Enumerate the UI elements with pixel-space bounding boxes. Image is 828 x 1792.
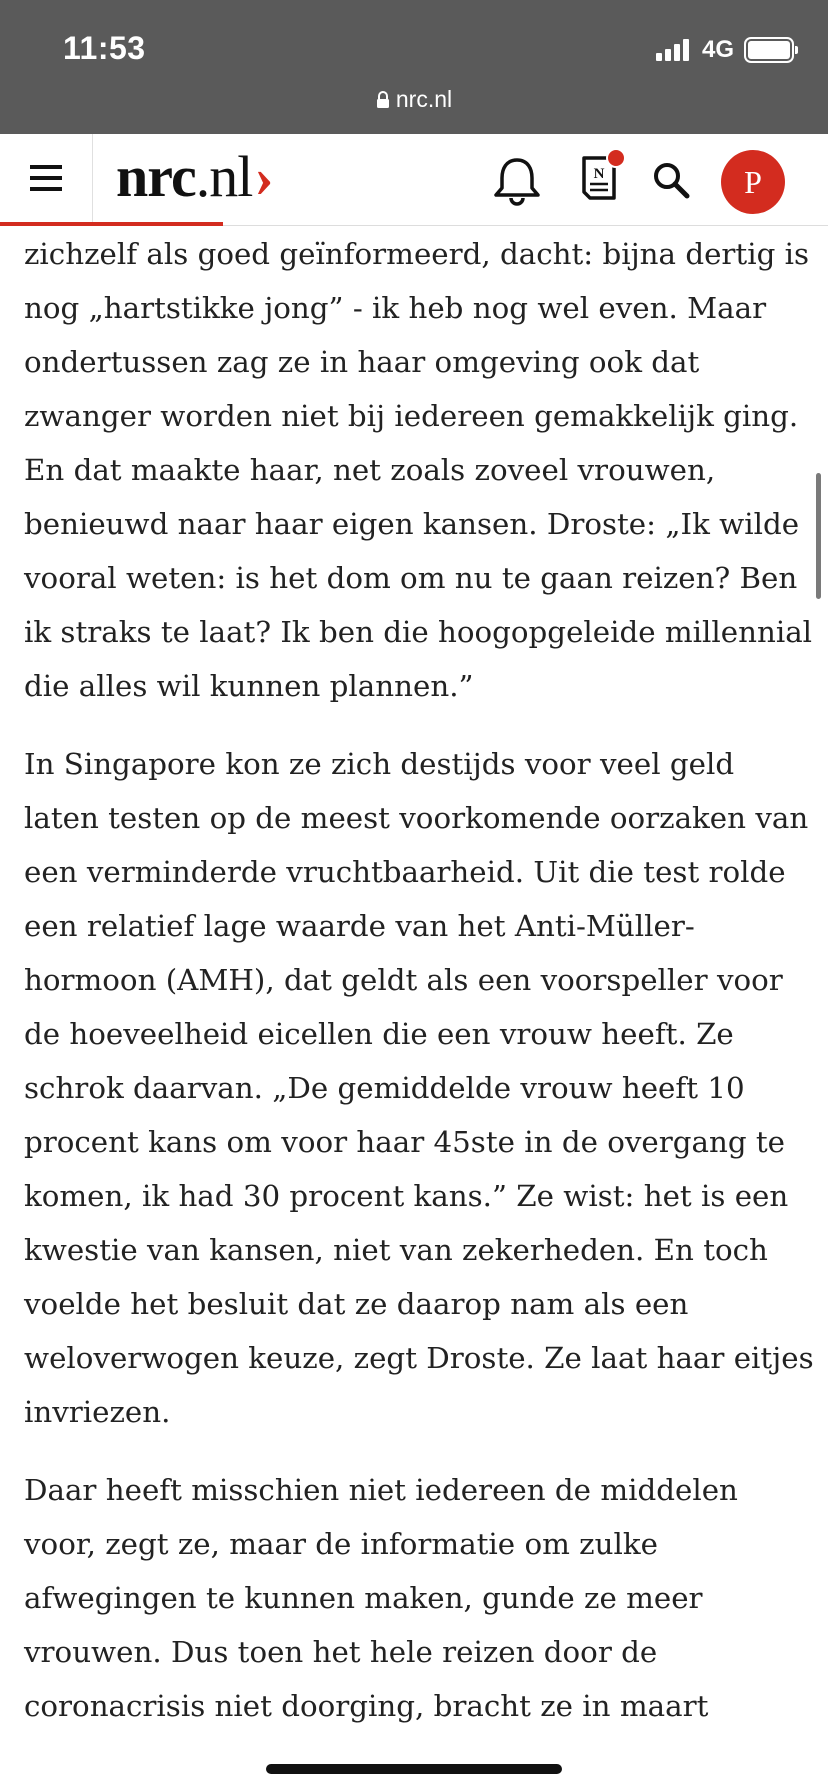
status-indicators [656, 36, 794, 64]
nrc-logo[interactable] [116, 143, 273, 210]
logo-chevron: › [254, 144, 273, 209]
signal-icon [656, 39, 692, 61]
network-label: 4G [701, 36, 734, 63]
notification-dot [606, 148, 626, 168]
status-bar [0, 0, 828, 134]
site-header [0, 134, 828, 226]
home-indicator[interactable] [266, 1764, 562, 1774]
article-paragraph: zichzelf als goed geïnformeerd, dacht: bijna dertig is nog „hartstikke jong” - ik heb nog wel even. Maar ondertussen zag ze in haar omgeving ook dat zwanger worden niet bij iedereen gemakkelijk ging. En dat maakte haar, net zoals zoveel vrouwen, benieuwd naar haar eigen kansen. Droste: „Ik wilde vooral weten: is het dom om nu te gaan reizen? Ben ik straks te laat? Ik ben die hoogopgeleide millennial die alles wil kunnen plannen.” [24, 237, 813, 703]
menu-icon[interactable] [30, 165, 62, 193]
lock-icon [376, 91, 390, 109]
header-divider [92, 134, 93, 226]
avatar[interactable]: P [721, 150, 785, 214]
scrollbar[interactable] [816, 473, 821, 599]
status-time: 11:53 [63, 30, 146, 66]
logo-main: nrc [116, 144, 196, 209]
url-bar[interactable] [0, 86, 828, 113]
svg-text:N: N [593, 166, 605, 182]
search-icon[interactable] [651, 160, 691, 200]
bell-icon[interactable] [490, 156, 544, 206]
logo-tld: .nl [195, 144, 253, 209]
article-paragraph: Daar heeft misschien niet iedereen de middelen voor, zegt ze, maar de informatie om zulke afwegingen te kunnen maken, gunde ze meer vrouwen. Dus toen het hele reizen door de coronacrisis niet doorging, bracht ze in maart [24, 1473, 738, 1723]
battery-icon [744, 37, 794, 63]
article-body [24, 227, 814, 1757]
url-text: nrc.nl [395, 86, 453, 112]
article-paragraph: In Singapore kon ze zich destijds voor veel geld laten testen op de meest voorkomende oorzaken van een verminderde vruchtbaarheid. Uit die test rolde een relatief lage waarde van het Anti-Müller-hormoon (AMH), dat geldt als een voorspeller voor de hoeveelheid eicellen die een vrouw heeft. Ze schrok daarvan. „De gemiddelde vrouw heeft 10 procent kans om voor haar 45ste in de overgang te komen, ik had 30 procent kans.” Ze wist: het is een kwestie van kansen, niet van zekerheden. En toch voelde het besluit dat ze daarop nam als een weloverwogen keuze, zegt Droste. Ze laat haar eitjes invriezen. [24, 747, 814, 1429]
reading-progress-bar [0, 222, 223, 226]
